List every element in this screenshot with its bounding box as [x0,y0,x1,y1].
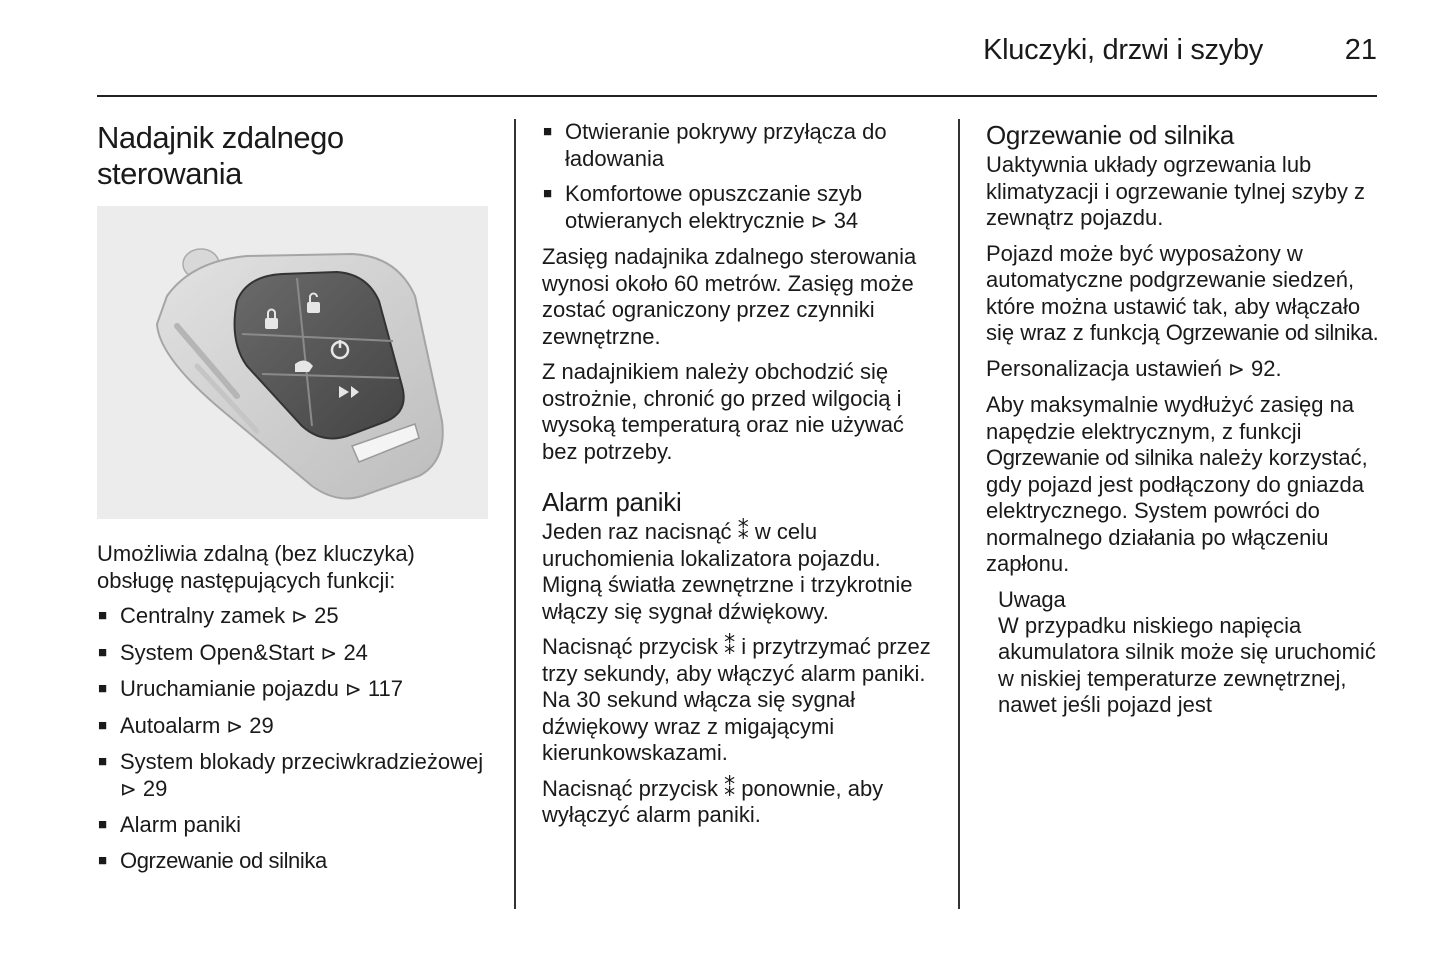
function-list-continued [542,119,942,235]
range-paragraph: Zasięg nadajnika zdalnego sterowania wynosi około 60 metrów. Zasięg może zostać ograniczony przez czynniki zewnętrzne. [542,244,917,349]
page-number: 21 [1344,34,1377,66]
column-divider-1 [514,119,516,909]
column-divider-2 [958,119,960,909]
function-list [97,603,497,874]
section-title-line2: sterowania [97,156,242,191]
header-rule [97,95,1377,97]
section-title [97,120,497,192]
engine-heating-heading: Ogrzewanie od silnika [986,120,1235,150]
panic-icon: ⁑ [724,775,736,801]
list-item: ■ Otwieranie pokrywy przyłącza do ładowania [542,119,942,172]
engine-heating-paragraph-2: Pojazd może być wyposażony w automatyczne podgrzewanie siedzeń, które można ustawić tak, aby włączało się wraz z funkcją Ogrzewanie od silnika. [986,240,1379,345]
column-3 [986,120,1381,728]
care-paragraph: Z nadajnikiem należy obchodzić się ostrożnie, chronić go przed wilgocią i wysoką temperaturą oraz nie używać bez potrzeby. [542,359,904,464]
key-fob-icon [97,206,488,519]
section-title-line1: Nadajnik zdalnego [97,120,344,155]
engine-heating-paragraph-1: Uaktywnia układy ogrzewania lub klimatyzacji i ogrzewanie tylnej szyby z zewnątrz pojazdu. [986,152,1366,230]
list-item: ■ System blokady przeciwkradzieżowej ⊳ 29 [97,749,497,803]
personalization-paragraph: Personalizacja ustawień ⊳ 92. [986,355,1282,381]
panic-paragraph-1: Jeden raz nacisnąć ⁑ w celu uruchomienia lokalizatora pojazdu. Migną światła zewnętrzne i trzykrotnie włączy się sygnał dźwiękowy. [542,519,913,624]
panic-icon: ⁑ [737,519,749,544]
panic-heading: Alarm paniki [542,487,682,517]
chapter-title: Kluczyki, drzwi i szyby [983,34,1263,66]
column-1 [97,120,497,883]
panic-paragraph-3: Nacisnąć przycisk ⁑ ponownie, aby wyłączyć alarm paniki. [542,775,884,827]
panic-icon: ⁑ [724,634,736,659]
list-item: ■ Autoalarm ⊳ 29 [97,713,497,741]
list-item: ■ Alarm paniki [97,812,497,839]
list-item: ■ Uruchamianie pojazdu ⊳ 117 [97,676,497,704]
intro-paragraph: Umożliwia zdalną (bez kluczyka) obsługę następujących funkcji: [97,541,415,593]
list-item: ■ Komfortowe opuszczanie szyb otwieranych elektrycznie ⊳ 34 [542,181,942,235]
panic-paragraph-2: Nacisnąć przycisk ⁑ i przytrzymać przez trzy sekundy, aby włączyć alarm paniki. Na 30 sekund włącza się sygnał dźwiękowy wraz z migającymi kierunkowskazami. [542,634,931,765]
list-item: ■ System Open&Start ⊳ 24 [97,640,497,668]
note-block [986,587,1381,719]
column-2 [542,119,942,838]
list-item: ■ Centralny zamek ⊳ 25 [97,603,497,631]
list-item: ■ Ogrzewanie od silnika [97,848,497,875]
note-text: W przypadku niskiego napięcia akumulatora silnik może się uruchomić w niskiej temperaturze zewnętrznej, nawet jeśli pojazd jest [998,612,1376,717]
key-fob-figure [97,206,488,519]
engine-heating-paragraph-3: Aby maksymalnie wydłużyć zasięg na napędzie elektrycznym, z funkcji Ogrzewanie od silnika należy korzystać, gdy pojazd jest podłączony do gniazda elektrycznego. System powróci do normalnego działania po włączeniu zapłonu. [986,392,1368,576]
note-title: Uwaga [998,586,1066,612]
